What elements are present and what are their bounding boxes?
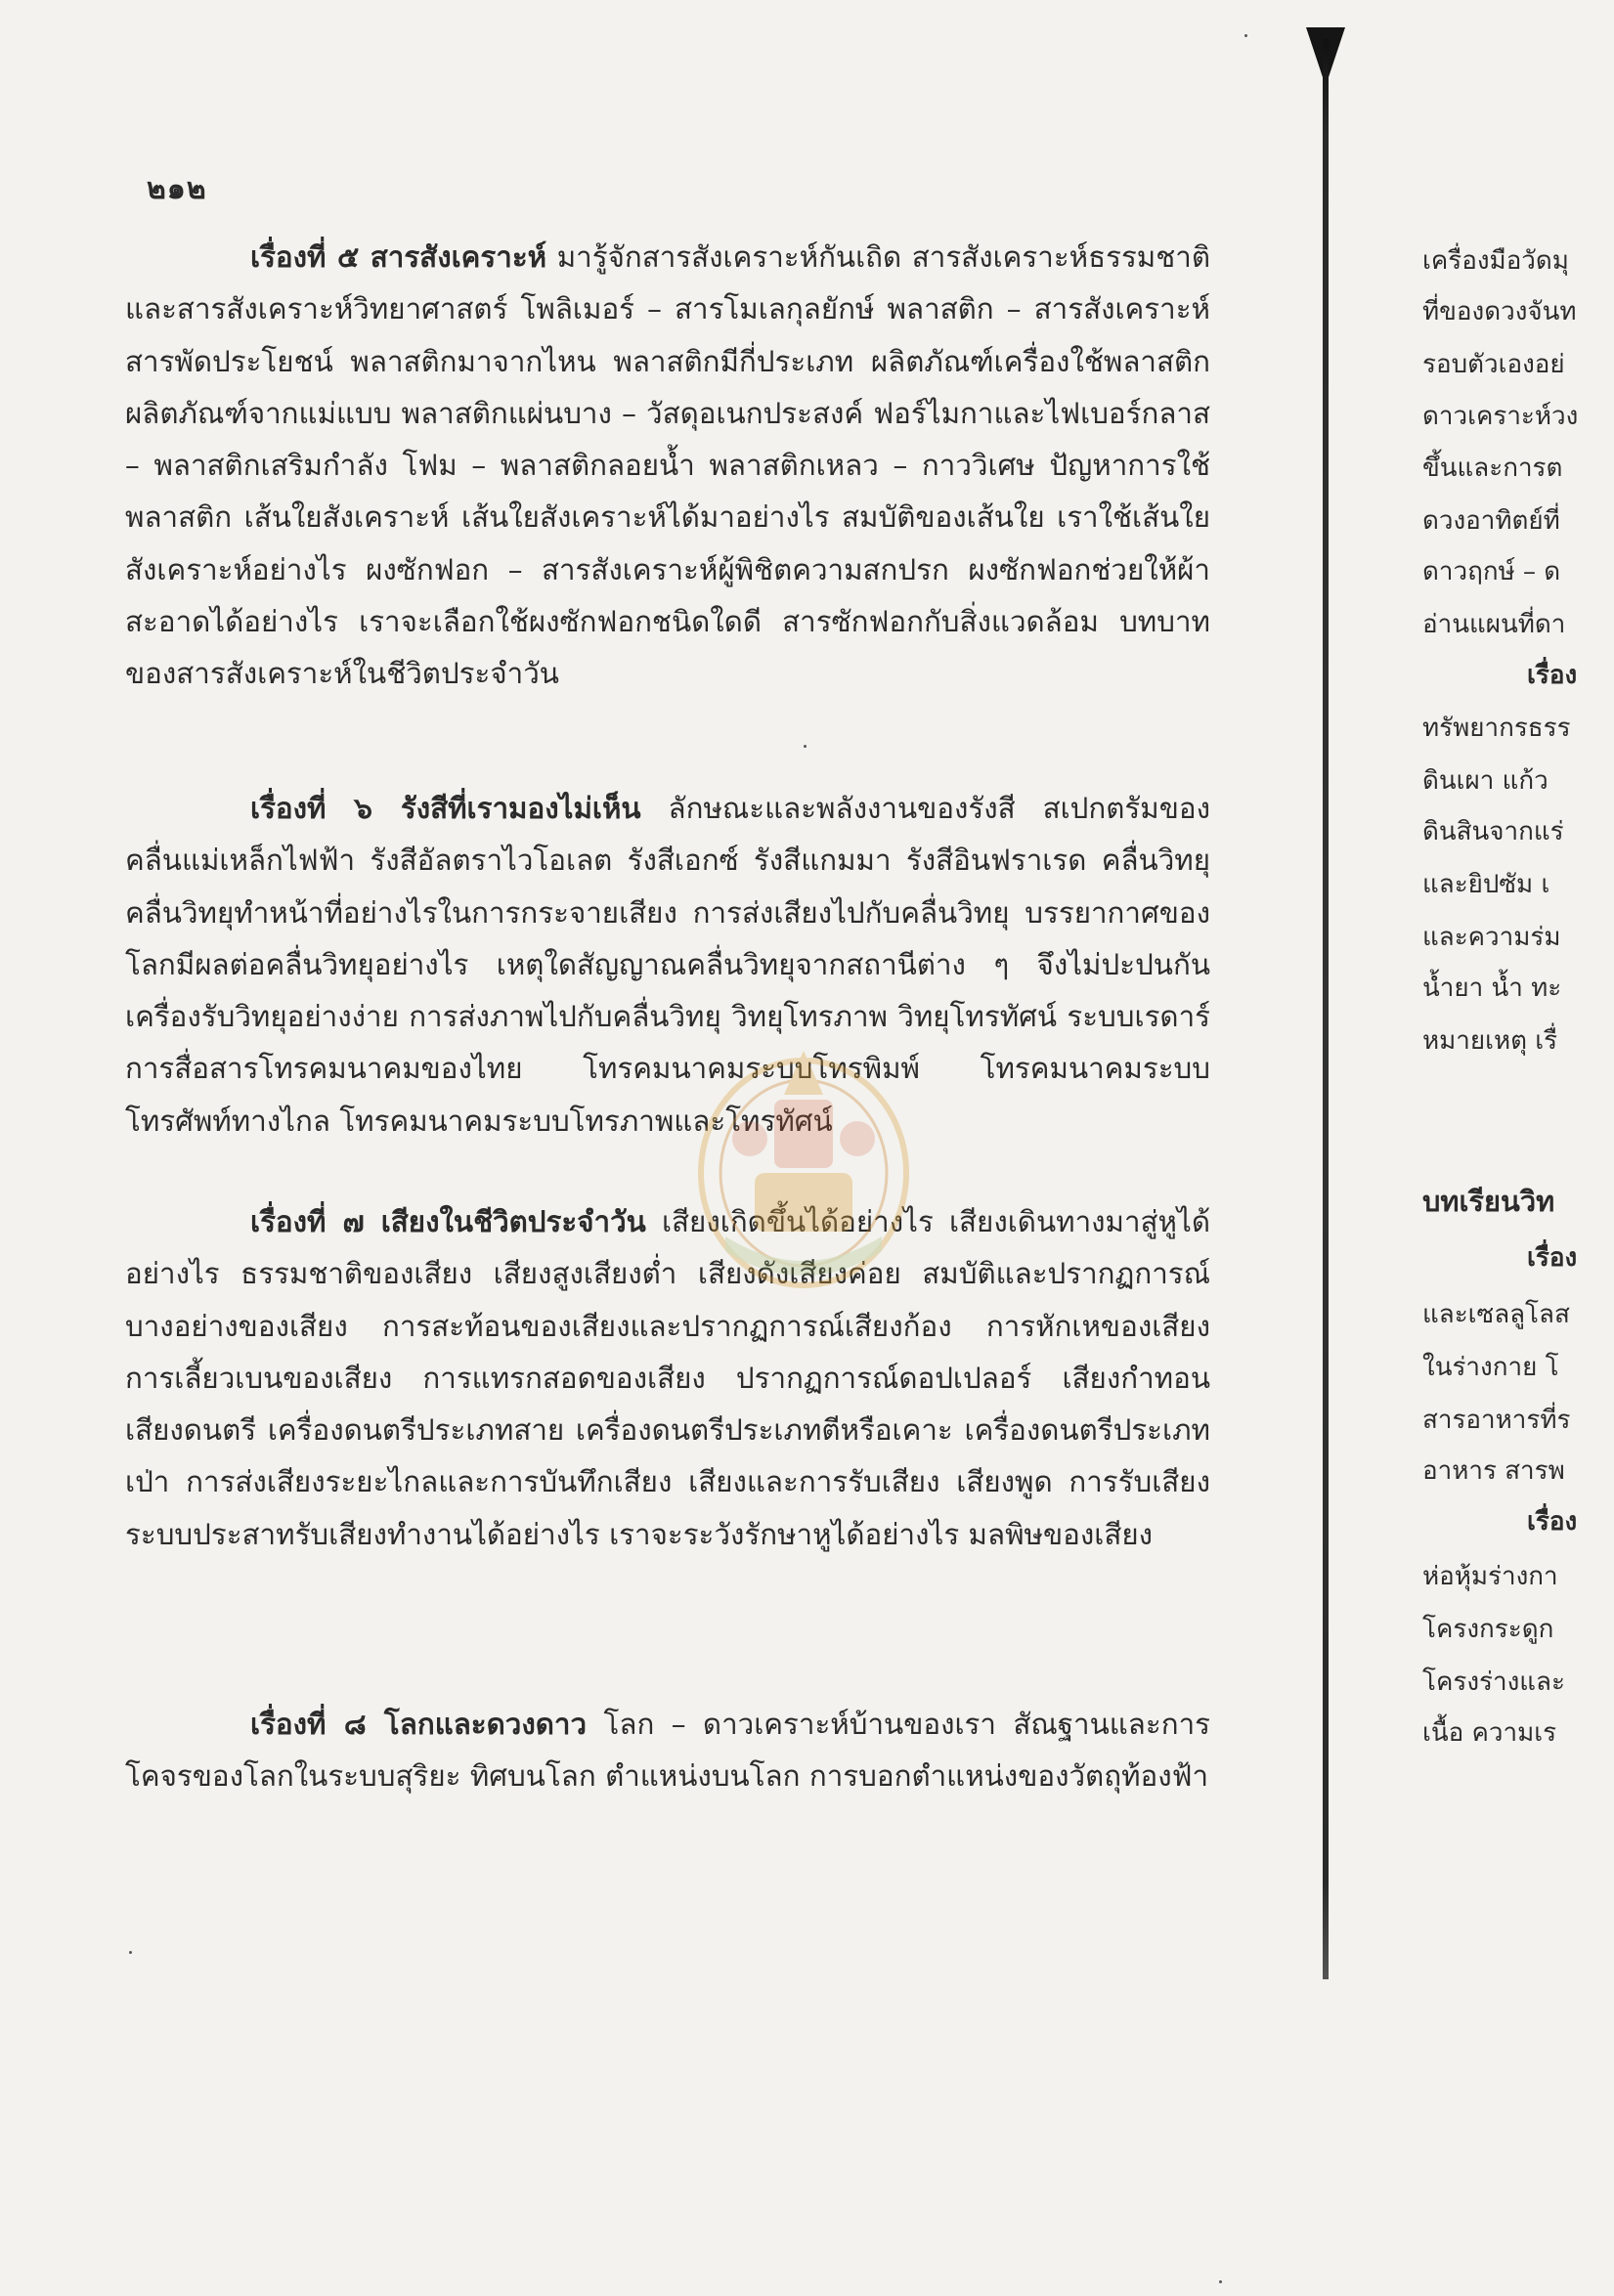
right-line: ในร่างกาย โ [1422,1353,1559,1382]
section-6-heading: เรื่องที่ ๖ รังสีที่เรามองไม่เห็น [250,791,641,825]
scan-speck [1244,34,1247,37]
right-line: หมายเหตุ เรื่ [1422,1026,1558,1056]
scan-speck [129,1951,132,1954]
right-page-fragment [1422,0,1614,2296]
right-line: โครงกระดูก [1422,1615,1554,1644]
right-line: และเซลลูโลส [1422,1300,1570,1329]
right-line: รอบตัวเองอย่ [1422,350,1565,379]
right-line: โครงร่างและ [1422,1668,1565,1697]
section-7-heading: เรื่องที่ ๗ เสียงในชีวิตประจำวัน [250,1204,646,1238]
right-line: ห่อหุ้มร่างกา [1422,1562,1558,1591]
right-line: อ่านแผนที่ดา [1422,610,1566,639]
section-7-body: เสียงเกิดขึ้นได้อย่างไร เสียงเดินทางมาสู่หูได้อย่างไร ธรรมชาติของเสียง เสียงสูงเสียงต่ำ เสียงดังเสียงค่อย สมบัติและปรากฏการณ์บางอย่างของเสียง การสะท้อนของเสียงและปรากฏการณ์เสียงก้อง การหักเหของเสียง การเลี้ยวเบนของเสียง การแทรกสอดของเสียง ปรากฏการณ์ดอปเปลอร์ เสียงกำทอน เสียงดนตรี เครื่องดนตรีประเภทสาย เครื่องดนตรีประเภทตีหรือเคาะ เครื่องดนตรีประเภทเป่า การส่งเสียงระยะไกลและการบันทึกเสียง เสียงและการรับเสียง เสียงพูด การรับเสียง ระบบประสาทรับเสียงทำงานได้อย่างไร เราจะระวังรักษาหูได้อย่างไร มลพิษของเสียง [125,1205,1210,1551]
section-8-body: โลก – ดาวเคราะห์บ้านของเรา สัณฐานและการโคจรของโลกในระบบสุริยะ ทิศบนโลก ตำแหน่งบนโลก การบอกตำแหน่งของวัตถุท้องฟ้า [125,1708,1210,1794]
right-line: ดาวฤกษ์ – ด [1422,557,1561,586]
right-line: สารอาหารที่ร [1422,1406,1571,1435]
scan-speck [804,745,807,748]
right-line: ดินสินจากแร่ [1422,817,1564,846]
scan-speck [1219,2280,1222,2283]
right-line: ดินเผา แก้ว [1422,766,1549,796]
right-line: เนื้อ ความเร [1422,1718,1557,1748]
section-6-body: ลักษณะและพลังงานของรังสี สเปกตรัมของคลื่นแม่เหล็กไฟฟ้า รังสีอัลตราไวโอเลต รังสีเอกซ์ รังสีแกมมา รังสีอินฟราเรด คลื่นวิทยุ คลื่นวิทยุทำหน้าที่อย่างไรในการกระจายเสียง การส่งเสียงไปกับคลื่นวิทยุ บรรยากาศของโลกมีผลต่อคลื่นวิทยุอย่างไร เหตุใดสัญญาณคลื่นวิทยุจากสถานีต่าง ๆ จึงไม่ปะปนกัน เครื่องรับวิทยุอย่างง่าย การส่งภาพไปกับคลื่นวิทยุ วิทยุโทรภาพ วิทยุโทรทัศน์ ระบบเรดาร์ การสื่อสารโทรคมนาคมของไทย โทรคมนาคมระบบโทรพิมพ์ โทรคมนาคมระบบโทรศัพท์ทางไกล โทรคมนาคมระบบโทรภาพและโทรทัศน์ [125,792,1210,1138]
right-heading: เรื่อง [1527,661,1578,690]
right-heading: เรื่อง [1527,1243,1578,1273]
right-line: และยิปซัม เ [1422,870,1550,899]
section-8-heading: เรื่องที่ ๘ โลกและดวงดาว [250,1707,588,1741]
section-5-heading: เรื่องที่ ๕ สารสังเคราะห์ [250,239,547,274]
right-line: และความร่ม [1422,923,1561,952]
section-5-paragraph [125,231,1210,701]
page-number: ๒๑๒ [147,172,207,206]
right-line: น้ำยา น้ำ ทะ [1422,974,1562,1003]
right-line: ดาวเคราะห์วง [1422,402,1579,431]
right-line: ทรัพยากรธรร [1422,714,1571,743]
page-gutter [1323,39,1329,1979]
right-line: อาหาร สารพ [1422,1456,1565,1486]
right-line: เครื่องมือวัดมุ [1422,246,1569,276]
section-8-paragraph [125,1698,1210,1803]
right-line: ดวงอาทิตย์ที่ [1422,506,1560,536]
section-5-body: มารู้จักสารสังเคราะห์กันเถิด สารสังเคราะห์ธรรมชาติและสารสังเคราะห์วิทยาศาสตร์ โพลิเมอร์ – สารโมเลกุลยักษ์ พลาสติก – สารสังเคราะห์สารพัดประโยชน์ พลาสติกมาจากไหน พลาสติกมีกี่ประเภท ผลิตภัณฑ์เครื่องใช้พลาสติก ผลิตภัณฑ์จากแม่แบบ พลาสติกแผ่นบาง – วัสดุอเนกประสงค์ ฟอร์ไมกาและไฟเบอร์กลาส – พลาสติกเสริมกำลัง โฟม – พลาสติกลอยน้ำ พลาสติกเหลว – กาววิเศษ ปัญหาการใช้พลาสติก เส้นใยสังเคราะห์ เส้นใยสังเคราะห์ได้มาอย่างไร สมบัติของเส้นใย เราใช้เส้นใยสังเคราะห์อย่างไร ผงซักฟอก – สารสังเคราะห์ผู้พิชิตความสกปรก ผงซักฟอกช่วยให้ผ้าสะอาดได้อย่างไร เราจะเลือกใช้ผงซักฟอกชนิดใดดี สารซักฟอกกับสิ่งแวดล้อม บทบาทของสารสังเคราะห์ในชีวิตประจำวัน [125,240,1210,691]
right-line: ขึ้นและการต [1422,454,1563,483]
right-line: ที่ของดวงจันท [1422,297,1577,326]
seal-watermark [657,1012,950,1305]
right-heading: เรื่อง [1527,1507,1578,1537]
right-heading: บทเรียนวิท [1422,1185,1555,1218]
